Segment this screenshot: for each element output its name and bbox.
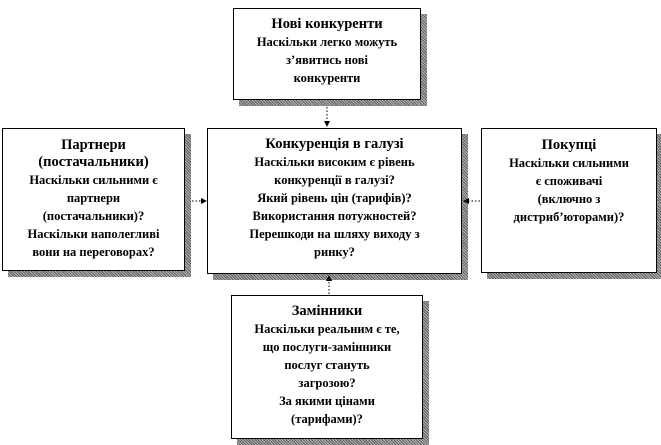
industry-competition-text: Наскільки високим є рівень конкуренції в галузі? Який рівень цін (тарифів)? Використання потужностей? Перешкоди на шляху виходу з ринку?	[249, 155, 420, 259]
partners-title: Партнери (постачальники)	[38, 137, 149, 170]
substitutes-title: Замінники	[291, 303, 363, 319]
partners-box	[2, 128, 185, 271]
substitutes-text: Наскільки реальним є те, що послуги-замінники послуг стануть загрозою? За якими цінами (тарифами)?	[254, 322, 400, 426]
new-competitors-box	[233, 8, 421, 100]
buyers-title: Покупці	[541, 137, 597, 153]
industry-competition-box	[207, 128, 462, 274]
buyers-box	[481, 128, 657, 273]
arrowhead-top	[324, 121, 330, 127]
industry-competition-title: Конкуренція в галузі	[265, 136, 404, 152]
new-competitors-text: Наскільки легко можуть з’явитись нові конкуренти	[256, 35, 398, 85]
buyers-text: Наскільки сильними є споживачі (включно з дистриб’юторами)?	[509, 156, 629, 224]
substitutes-box	[231, 295, 423, 439]
new-competitors-title: Нові конкуренти	[271, 16, 383, 32]
partners-text: Наскільки сильними є партнери (постачальники)? Наскільки наполегливі вони на переговорах?	[27, 173, 160, 259]
